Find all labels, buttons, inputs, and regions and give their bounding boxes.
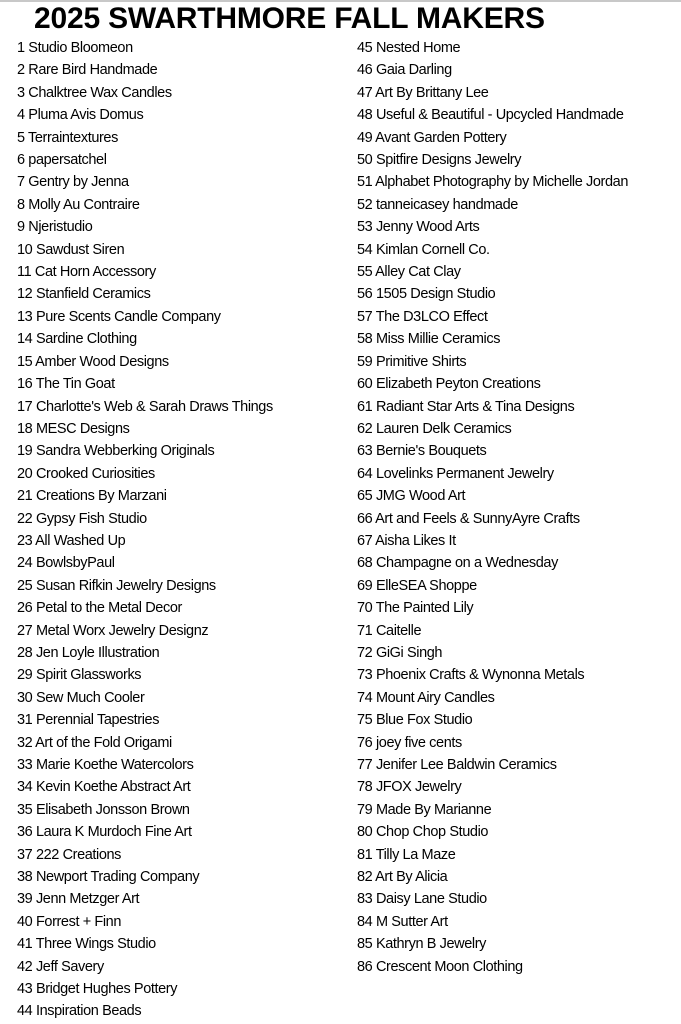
maker-name: 71 Caitelle [357, 622, 422, 639]
maker-list-item [17, 687, 273, 709]
maker-name: 25 Susan Rifkin Jewelry Designs [17, 577, 216, 594]
maker-list-item [17, 799, 273, 821]
maker-list-item [357, 888, 628, 910]
maker-list-item [17, 418, 273, 440]
maker-name: 59 Primitive Shirts [357, 353, 467, 370]
maker-name: 83 Daisy Lane Studio [357, 891, 487, 908]
maker-list-item [357, 687, 628, 709]
maker-list-item [357, 799, 628, 821]
maker-name: 12 Stanfield Ceramics [17, 286, 151, 303]
maker-name: 1 Studio Bloomeon [17, 40, 133, 56]
maker-list-item [17, 127, 273, 149]
maker-list-item [17, 463, 273, 485]
maker-name: 2 Rare Bird Handmade [17, 62, 158, 79]
maker-list-item [357, 620, 628, 642]
maker-list-item [17, 104, 273, 126]
maker-name: 85 Kathryn B Jewelry [357, 936, 487, 953]
maker-name: 69 ElleSEA Shoppe [357, 577, 477, 594]
maker-list-item [17, 373, 273, 395]
maker-list-item [17, 732, 273, 754]
maker-list-item [357, 530, 628, 552]
maker-name: 4 Pluma Avis Domus [17, 107, 144, 124]
maker-list-item [357, 239, 628, 261]
maker-name: 27 Metal Worx Jewelry Designz [17, 622, 209, 639]
maker-list-item [357, 575, 628, 597]
maker-list-item [357, 194, 628, 216]
maker-name: 13 Pure Scents Candle Company [17, 308, 221, 325]
maker-list-item [17, 597, 273, 619]
maker-name: 43 Bridget Hughes Pottery [17, 981, 178, 998]
maker-name: 28 Jen Loyle Illustration [17, 644, 160, 661]
maker-list-item [357, 351, 628, 373]
maker-name: 64 Lovelinks Permanent Jewelry [357, 465, 554, 482]
maker-list-item [357, 709, 628, 731]
maker-list-item [357, 171, 628, 193]
maker-list-item [17, 776, 273, 798]
maker-name: 36 Laura K Murdoch Fine Art [17, 824, 192, 841]
maker-name: 8 Molly Au Contraire [17, 196, 140, 213]
maker-list-item [17, 37, 273, 59]
maker-list-item [357, 821, 628, 843]
maker-list-item [17, 888, 273, 910]
maker-list-item [17, 396, 273, 418]
maker-name: 21 Creations By Marzani [17, 488, 167, 505]
maker-name: 62 Lauren Delk Ceramics [357, 420, 512, 437]
maker-name: 42 Jeff Savery [17, 958, 104, 975]
maker-name: 51 Alphabet Photography by Michelle Jordan [357, 174, 628, 191]
maker-name: 34 Kevin Koethe Abstract Art [17, 779, 191, 796]
maker-list-item [17, 1000, 273, 1022]
maker-list-item [17, 664, 273, 686]
maker-name: 80 Chop Chop Studio [357, 824, 489, 841]
maker-list-item [17, 508, 273, 530]
maker-list-item [17, 194, 273, 216]
maker-list-item [357, 104, 628, 126]
maker-list-item [357, 440, 628, 462]
maker-name: 6 papersatchel [17, 152, 107, 169]
maker-name: 70 The Painted Lily [357, 600, 474, 617]
maker-list-item [357, 485, 628, 507]
maker-list-item [17, 552, 273, 574]
maker-list-item [357, 844, 628, 866]
maker-list-item [17, 933, 273, 955]
maker-list-item [357, 956, 628, 978]
maker-name: 39 Jenn Metzger Art [17, 891, 140, 908]
maker-list-item [17, 709, 273, 731]
maker-name: 10 Sawdust Siren [17, 241, 125, 258]
maker-name: 61 Radiant Star Arts & Tina Designs [357, 398, 575, 415]
maker-list-item [357, 754, 628, 776]
maker-name: 23 All Washed Up [17, 532, 126, 549]
maker-list-item [17, 575, 273, 597]
maker-list-item [17, 59, 273, 81]
maker-list-item [17, 82, 273, 104]
maker-name: 14 Sardine Clothing [17, 331, 137, 348]
maker-list-item [17, 239, 273, 261]
maker-list-item [357, 597, 628, 619]
maker-name: 41 Three Wings Studio [17, 936, 156, 953]
maker-name: 45 Nested Home [357, 40, 461, 56]
maker-list-item [357, 82, 628, 104]
maker-list-item [357, 373, 628, 395]
maker-list-item [357, 664, 628, 686]
maker-name: 31 Perennial Tapestries [17, 712, 160, 729]
maker-name: 29 Spirit Glassworks [17, 667, 142, 684]
maker-list-item [17, 485, 273, 507]
maker-list-item [357, 306, 628, 328]
maker-list-item [357, 776, 628, 798]
maker-list-item [17, 821, 273, 843]
maker-name: 52 tanneicasey handmade [357, 196, 518, 213]
maker-name: 77 Jenifer Lee Baldwin Ceramics [357, 757, 557, 773]
maker-list-item [17, 306, 273, 328]
maker-name: 57 The D3LCO Effect [357, 308, 488, 325]
maker-name: 55 Alley Cat Clay [357, 264, 461, 281]
maker-name: 53 Jenny Wood Arts [357, 219, 480, 236]
maker-list-item [357, 418, 628, 440]
maker-name: 35 Elisabeth Jonsson Brown [17, 801, 190, 818]
maker-name: 30 Sew Much Cooler [17, 689, 145, 706]
maker-name: 19 Sandra Webberking Originals [17, 443, 215, 460]
maker-name: 58 Miss Millie Ceramics [357, 331, 501, 348]
maker-name: 49 Avant Garden Pottery [357, 129, 507, 146]
maker-name: 9 Njeristudio [17, 219, 93, 236]
maker-list-item [17, 149, 273, 171]
maker-list-item [17, 328, 273, 350]
maker-name: 24 BowlsbyPaul [17, 555, 115, 572]
maker-name: 68 Champagne on a Wednesday [357, 555, 558, 572]
maker-list-item [357, 732, 628, 754]
maker-list-item [17, 440, 273, 462]
maker-name: 16 The Tin Goat [17, 376, 115, 393]
maker-name: 60 Elizabeth Peyton Creations [357, 376, 541, 393]
maker-list-item [17, 261, 273, 283]
maker-name: 37 222 Creations [17, 846, 122, 863]
maker-list-item [357, 552, 628, 574]
maker-name: 26 Petal to the Metal Decor [17, 600, 182, 617]
maker-list-item [357, 866, 628, 888]
maker-name: 18 MESC Designs [17, 420, 130, 437]
maker-list-item [17, 530, 273, 552]
maker-name: 78 JFOX Jewelry [357, 779, 462, 796]
maker-name: 75 Blue Fox Studio [357, 712, 473, 729]
maker-name: 76 joey five cents [357, 734, 462, 751]
maker-list-item [17, 956, 273, 978]
maker-name: 67 Aisha Likes It [357, 532, 456, 549]
maker-list-item [357, 396, 628, 418]
maker-name: 56 1505 Design Studio [357, 286, 496, 303]
maker-list-item [17, 911, 273, 933]
maker-list-item [357, 642, 628, 664]
maker-name: 17 Charlotte's Web & Sarah Draws Things [17, 398, 273, 415]
maker-list-item [357, 463, 628, 485]
maker-name: 73 Phoenix Crafts & Wynonna Metals [357, 667, 585, 684]
maker-name: 63 Bernie's Bouquets [357, 443, 487, 460]
maker-list-item [17, 171, 273, 193]
maker-name: 32 Art of the Fold Origami [17, 734, 172, 751]
maker-name: 48 Useful & Beautiful - Upcycled Handmade [357, 107, 624, 124]
maker-name: 66 Art and Feels & SunnyAyre Crafts [357, 510, 580, 527]
maker-list-item [357, 216, 628, 238]
maker-name: 5 Terraintextures [17, 129, 118, 146]
maker-name: 44 Inspiration Beads [17, 1003, 142, 1020]
maker-name: 38 Newport Trading Company [17, 869, 200, 886]
maker-name: 47 Art By Brittany Lee [357, 84, 489, 101]
maker-list-item [17, 844, 273, 866]
maker-list-item [357, 328, 628, 350]
maker-name: 81 Tilly La Maze [357, 846, 456, 863]
maker-list-item [357, 261, 628, 283]
maker-name: 20 Crooked Curiosities [17, 465, 155, 482]
page-title: 2025 SWARTHMORE FALL MAKERS [34, 2, 545, 35]
maker-name: 46 Gaia Darling [357, 62, 452, 79]
maker-list-item [17, 866, 273, 888]
maker-list-item [17, 283, 273, 305]
maker-list-item [17, 978, 273, 1000]
maker-list-item [357, 59, 628, 81]
maker-list-item [17, 216, 273, 238]
makers-list-left [17, 37, 273, 1023]
maker-name: 74 Mount Airy Candles [357, 689, 495, 706]
maker-list-item [357, 149, 628, 171]
maker-name: 84 M Sutter Art [357, 913, 448, 930]
maker-list-item [357, 508, 628, 530]
maker-name: 65 JMG Wood Art [357, 488, 466, 505]
maker-list-item [17, 754, 273, 776]
maker-list-item [357, 37, 628, 59]
maker-list-item [17, 642, 273, 664]
maker-list-item [17, 351, 273, 373]
maker-name: 11 Cat Horn Accessory [17, 264, 156, 281]
maker-list-item [357, 127, 628, 149]
maker-name: 33 Marie Koethe Watercolors [17, 757, 194, 773]
maker-name: 72 GiGi Singh [357, 644, 443, 661]
maker-name: 54 Kimlan Cornell Co. [357, 241, 490, 258]
maker-name: 79 Made By Marianne [357, 801, 492, 818]
maker-list-item [17, 620, 273, 642]
maker-name: 7 Gentry by Jenna [17, 174, 129, 191]
maker-name: 86 Crescent Moon Clothing [357, 958, 523, 975]
makers-list-right [357, 37, 628, 978]
maker-name: 22 Gypsy Fish Studio [17, 510, 147, 527]
maker-name: 82 Art By Alicia [357, 869, 448, 886]
maker-name: 3 Chalktree Wax Candles [17, 84, 172, 101]
maker-name: 50 Spitfire Designs Jewelry [357, 152, 522, 169]
maker-name: 40 Forrest + Finn [17, 913, 122, 930]
maker-list-item [357, 283, 628, 305]
maker-list-item [357, 911, 628, 933]
maker-list-item [357, 933, 628, 955]
maker-name: 15 Amber Wood Designs [17, 353, 169, 370]
